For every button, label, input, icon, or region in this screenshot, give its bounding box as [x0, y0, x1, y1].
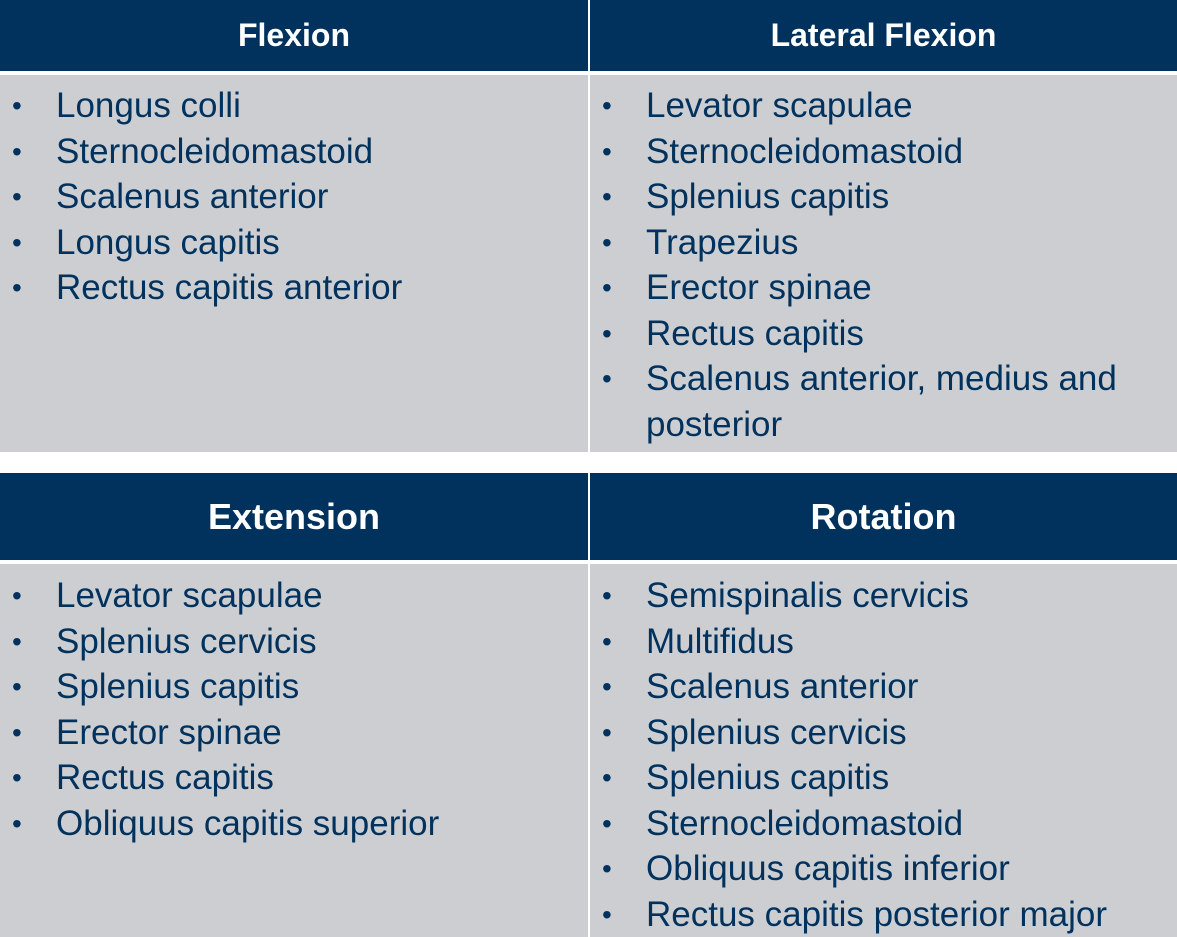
muscle-list-item: [590, 573, 1177, 619]
muscle-list-item: [0, 755, 588, 801]
muscle-name: Erector spinae: [56, 712, 282, 752]
bullet-icon: •: [12, 671, 22, 702]
muscle-name: Scalenus anterior, medius and posterior: [646, 359, 1117, 444]
extension-heading: Extension: [207, 495, 381, 537]
muscle-name: Longus colli: [56, 86, 241, 125]
muscle-name: Obliquus capitis inferior: [646, 849, 1010, 888]
muscle-name: Rectus capitis: [56, 758, 274, 797]
muscle-name: Splenius capitis: [646, 177, 890, 216]
bullet-icon: •: [602, 580, 612, 611]
bullet-icon: •: [602, 135, 612, 167]
muscle-list-item: [590, 83, 1177, 129]
bullet-icon: •: [602, 625, 612, 657]
bullet-icon: •: [12, 272, 22, 303]
muscle-list-item: [590, 265, 1177, 311]
muscle-list-item: [0, 573, 588, 619]
bullet-icon: •: [602, 181, 612, 212]
muscle-name: Rectus capitis posterior major: [646, 894, 1107, 934]
muscle-name: Semispinalis cervicis: [646, 576, 969, 615]
muscle-name: Sternocleidomastoid: [646, 131, 964, 171]
muscle-list-item: [0, 129, 588, 175]
bullet-icon: •: [602, 853, 612, 884]
muscle-name: Sternocleidomastoid: [56, 131, 374, 171]
muscle-list-item: [0, 83, 588, 129]
muscle-list-item: [0, 619, 588, 665]
bullet-icon: •: [12, 762, 22, 793]
bullet-icon: •: [12, 580, 22, 611]
lateral-flexion-cell: [588, 75, 1177, 452]
muscle-name: Splenius capitis: [56, 667, 300, 706]
rotation-heading: Rotation: [810, 495, 957, 537]
muscle-list-item: [590, 129, 1177, 175]
bullet-icon: •: [12, 226, 22, 258]
muscle-list-item: [0, 174, 588, 220]
bullet-icon: •: [602, 671, 612, 702]
muscle-list-item: [590, 710, 1177, 756]
muscle-list-item: [0, 710, 588, 756]
muscle-name: Erector spinae: [646, 268, 872, 307]
muscle-list-item: [590, 846, 1177, 892]
bullet-icon: •: [12, 90, 22, 121]
muscle-name: Rectus capitis anterior: [56, 268, 403, 307]
extension-list: [0, 573, 588, 846]
muscle-list-item: [590, 174, 1177, 220]
muscle-name: Scalenus anterior: [56, 177, 329, 216]
muscle-name: Sternocleidomastoid: [646, 803, 964, 843]
muscle-list-item: [590, 619, 1177, 665]
bullet-icon: •: [602, 272, 612, 303]
bullet-icon: •: [602, 716, 612, 748]
bullet-icon: •: [602, 762, 612, 793]
top-table: [0, 0, 1177, 452]
muscle-list-item: [590, 356, 1177, 447]
muscle-name: Rectus capitis: [646, 313, 864, 353]
extension-header: [0, 473, 588, 564]
muscle-name: Obliquus capitis superior: [56, 803, 440, 843]
muscle-list-item: [0, 664, 588, 710]
bullet-icon: •: [602, 90, 612, 121]
muscle-list-item: [590, 220, 1177, 266]
bullet-icon: •: [602, 226, 612, 258]
flexion-list: [0, 83, 588, 311]
muscle-name: Longus capitis: [56, 222, 280, 262]
bullet-icon: •: [602, 807, 612, 839]
flexion-heading: Flexion: [237, 17, 350, 53]
lateral-flexion-header: [588, 0, 1177, 75]
muscle-name: Trapezius: [646, 222, 799, 262]
muscle-name: Splenius cervicis: [646, 712, 907, 752]
muscle-list-item: [590, 664, 1177, 710]
bottom-table: [0, 473, 1177, 937]
muscle-list-item: [590, 311, 1177, 357]
muscle-list-item: [590, 755, 1177, 801]
muscle-list-item: [0, 265, 588, 311]
bullet-icon: •: [602, 898, 612, 930]
bullet-icon: •: [602, 317, 612, 349]
muscle-list-item: [590, 892, 1177, 937]
bullet-icon: •: [12, 181, 22, 212]
muscle-list-item: [0, 220, 588, 266]
lateral-flexion-heading: Lateral Flexion: [770, 17, 997, 53]
bullet-icon: •: [12, 135, 22, 167]
muscle-list-item: [590, 801, 1177, 847]
muscle-name: Scalenus anterior: [646, 667, 919, 706]
bullet-icon: •: [12, 807, 22, 839]
flexion-header: [0, 0, 588, 75]
lateral-flexion-list: [590, 83, 1177, 447]
bullet-icon: •: [12, 716, 22, 748]
rotation-list: [590, 573, 1177, 937]
extension-cell: [0, 564, 588, 937]
muscle-name: Levator scapulae: [56, 576, 323, 615]
muscle-name: Levator scapulae: [646, 86, 913, 125]
muscle-name: Splenius cervicis: [56, 621, 317, 661]
bullet-icon: •: [12, 625, 22, 657]
muscle-name: Multifidus: [646, 621, 794, 661]
muscle-list-item: [0, 801, 588, 847]
rotation-header: [588, 473, 1177, 564]
rotation-cell: [588, 564, 1177, 937]
flexion-cell: [0, 75, 588, 452]
bullet-icon: •: [602, 363, 612, 394]
muscle-name: Splenius capitis: [646, 758, 890, 797]
